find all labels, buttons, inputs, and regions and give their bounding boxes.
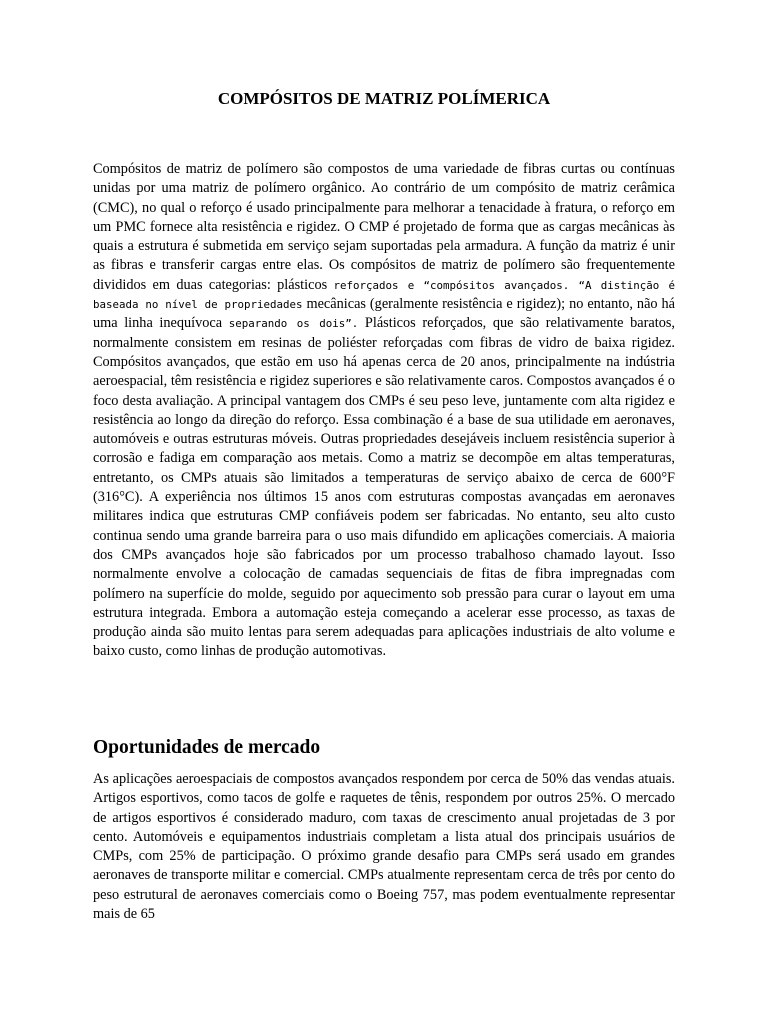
- intro-mono-text-b: separando os dois”.: [228, 317, 359, 331]
- intro-text-a: Compósitos de matriz de polímero são compostos de uma variedade de fibras curtas ou contínuas unidas por uma matriz de polímero orgânico. Ao contrário de um compósito de matriz cerâmica (CMC), no qual o reforço é usado principalmente para melhorar a tenacidade à fratura, o reforço em um PMC fornece alta resistência e rigidez. O CMP é projetado de forma que as cargas mecânicas às quais a estrutura é submetida em serviço sejam suportadas pela armadura. A função da matriz é unir as fibras e transferir cargas entre elas. Os compósitos de matriz de polímero são frequentemente divididos em duas categorias: plásticos: [93, 161, 675, 293]
- intro-text-b: mecânicas (geralmente resistência e rigidez); no entanto, não há uma linha inequívoca: [93, 296, 675, 332]
- market-paragraph: As aplicações aeroespaciais de compostos avançados respondem por cerca de 50% das vendas atuais. Artigos esportivos, como tacos de golfe e raquetes de tênis, respondem por outros 25%. O mercado de artigos esportivos é considerado maduro, com taxas de crescimento anual projetadas de 3 por cento. Automóveis e equipamentos industriais completam a lista atual dos principais usuários de CMPs, com 25% de participação. O próximo grande desafio para CMPs será usado em grandes aeronaves de transporte militar e comercial. CMPs atualmente representam cerca de três por cento do peso estrutural de aeronaves comerciais como o Boeing 757, mas podem eventualmente representar mais de 65: [93, 771, 675, 923]
- intro-text-c: Plásticos reforçados, que são relativamente baratos, normalmente consistem em resinas de poliéster reforçadas com fibras de vidro de baixa rigidez. Compósitos avançados, que estão em uso há apenas cerca de 20 anos, principalmente na indústria aeroespacial, têm resistência e rigidez superiores e são relativamente caros. Compostos avançados é o foco desta avaliação. A principal vantagem dos CMPs é seu peso leve, juntamente com alta rigidez e resistência ao longo da direção do reforço. Essa combinação é a base de sua utilidade em aeronaves, automóveis e outras estruturas móveis. Outras propriedades desejáveis incluem resistência superior à corrosão e fadiga em comparação aos metais. Como a matriz se decompõe em altas temperaturas, entretanto, os CMPs atuais são limitados a temperaturas de serviço abaixo de cerca de 600°F (316°C). A experiência nos últimos 15 anos com estruturas compostas avançadas em aeronaves militares indica que estruturas CMP confiáveis podem ser fabricadas. No entanto, seu alto custo continua sendo uma grande barreira para o uso mais difundido em aplicações comerciais. A maioria dos CMPs avançados hoje são fabricados por um processo trabalhoso chamado layout. Isso normalmente envolve a colocação de camadas sequenciais de fitas de fibra impregnadas com polímero na superfície do molde, seguido por aquecimento sob pressão para curar o layout em uma estrutura integrada. Embora a automação esteja começando a acelerar esse processo, as taxas de produção ainda são muito lentas para serem adequadas para aplicações industriais de alto volume e baixo custo, como linhas de produção automotivas.: [93, 315, 675, 660]
- document-title: COMPÓSITOS DE MATRIZ POLÍMERICA: [217, 89, 551, 108]
- intro-mono-text-a: reforçados e “compósitos avançados. “A distinção é baseada no nível de propriedades: [93, 278, 676, 312]
- intro-paragraph: [93, 160, 675, 662]
- section-heading: Oportunidades de mercado: [93, 737, 321, 758]
